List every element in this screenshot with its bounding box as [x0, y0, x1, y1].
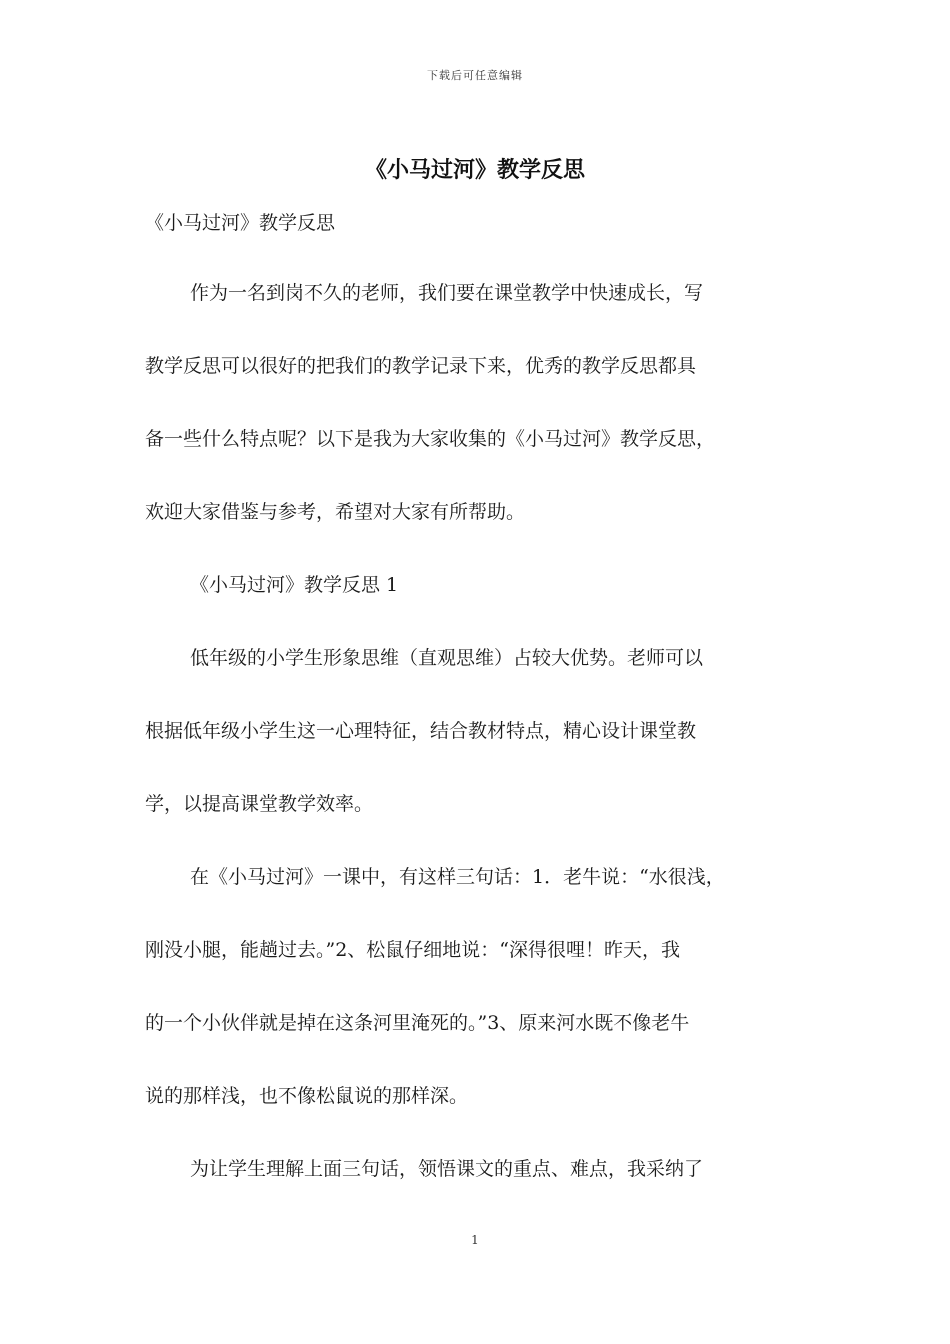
paragraph-line: 说的那样浅，也不像松鼠说的那样深。: [145, 1085, 469, 1107]
paragraph-line: 根据低年级小学生这一心理特征，结合教材特点，精心设计课堂教: [145, 720, 697, 742]
paragraph-line: 学，以提高课堂教学效率。: [145, 793, 374, 815]
paragraph-line: 欢迎大家借鉴与参考，希望对大家有所帮助。: [145, 501, 526, 523]
page-number: 1: [471, 1233, 479, 1247]
subtitle-line: 《小马过河》教学反思: [145, 212, 336, 234]
document-body: [145, 208, 835, 1227]
paragraph-line: 的一个小伙伴就是掉在这条河里淹死的。”3、原来河水既不像老牛: [145, 1012, 690, 1034]
paragraph-line: 为让学生理解上面三句话，领悟课文的重点、难点，我采纳了: [190, 1158, 704, 1180]
paragraph-line: 作为一名到岗不久的老师，我们要在课堂教学中快速成长，写: [190, 282, 704, 304]
paragraph-line: 教学反思可以很好的把我们的教学记录下来，优秀的教学反思都具: [145, 355, 697, 377]
header-note: 下载后可任意编辑: [427, 69, 523, 82]
paragraph-line: 刚没小腿，能趟过去。”2、松鼠仔细地说：“深得很哩！昨天，我: [145, 939, 681, 961]
section-heading: 《小马过河》教学反思 1: [190, 574, 399, 596]
document-title: 《小马过河》教学反思: [364, 157, 585, 183]
paragraph-line: 备一些什么特点呢？以下是我为大家收集的《小马过河》教学反思，: [145, 428, 716, 450]
paragraph-line: 在《小马过河》一课中，有这样三句话：1．老牛说：“水很浅，: [190, 866, 725, 888]
paragraph-line: 低年级的小学生形象思维（直观思维）占较大优势。老师可以: [190, 647, 704, 669]
